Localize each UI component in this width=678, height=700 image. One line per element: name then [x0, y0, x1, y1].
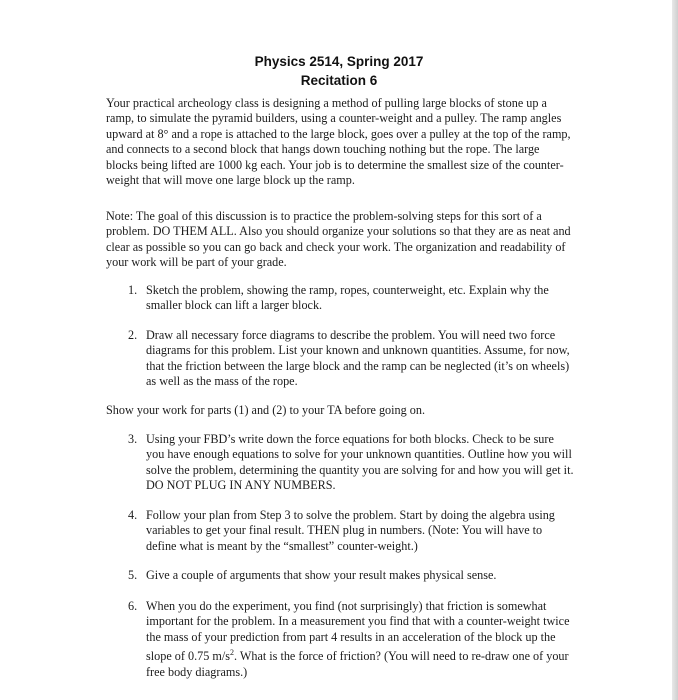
list-item-text: Draw all necessary force diagrams to describe the problem. You will need two force diagrams for this problem. List your known and unknown quantities. Assume, for now, that the friction between the large block and the ramp can be neglected (it’s on wheels) as well as the mass of the rope. — [146, 328, 570, 389]
list-item — [128, 568, 574, 583]
list-item — [128, 432, 574, 494]
page-edge — [672, 0, 678, 700]
intro-paragraph: Your practical archeology class is designing a method of pulling large blocks of stone up a ramp, to simulate the pyramid builders, using a counter-weight and a pulley. The ramp angles upward at 8° and a rope is attached to the large block, goes over a pulley at the top of the ramp, and connects to a second block that hangs down touching nothing but the rope. The large blocks being lifted are 1000 kg each. Your job is to determine the smallest size of the counter-weight that will move one large block up the ramp. — [106, 96, 571, 188]
list-item-text — [146, 599, 574, 680]
list-item — [128, 283, 574, 314]
list-item-number: 5. — [128, 568, 138, 582]
checkpoint-paragraph: Show your work for parts (1) and (2) to your TA before going on. — [106, 403, 425, 417]
text-before-exponent: When you do the experiment, you find (not surprisingly) that friction is somewhat important for the problem. In a measurement you find that with a counter-weight twice the mass of your prediction from part 4 results in an acceleration of the block up the slope of 0.75 m/s — [146, 599, 570, 664]
document-title: Physics 2514, Spring 2017 — [254, 54, 424, 69]
list-item-number: 3. — [128, 432, 138, 446]
list-item-text: Follow your plan from Step 3 to solve the problem. Start by doing the algebra using variables to get your final result. THEN plug in numbers. (Note: You will have to define what is meant by the “smallest” counter-weight.) — [146, 508, 555, 553]
list-item — [128, 328, 574, 390]
text-after-exponent: . What is the force of friction? (You will need to re-draw one of your free body diagrams.) — [146, 649, 569, 679]
list-item-text: Give a couple of arguments that show your result makes physical sense. — [146, 568, 497, 582]
document-subtitle: Recitation 6 — [300, 73, 378, 88]
list-item — [128, 599, 574, 680]
list-item-text: Sketch the problem, showing the ramp, ropes, counterweight, etc. Explain why the smaller block can lift a larger block. — [146, 283, 549, 313]
list-item-number: 6. — [128, 599, 138, 613]
list-item-text: Using your FBD’s write down the force equations for both blocks. Check to be sure you have enough equations to solve for your unknown quantities. Outline how you will solve the problem, determining the quantity you are solving for and how you will get it. DO NOT PLUG IN ANY NUMBERS. — [146, 432, 574, 493]
exponent: 2 — [229, 648, 234, 658]
note-paragraph: Note: The goal of this discussion is to practice the problem-solving steps for this sort of a problem. DO THEM ALL. Also you should organize your solutions so that they are as neat and clear as possible so you can go back and check your work. The organization and readability of your work will be part of your grade. — [106, 209, 571, 270]
list-item-number: 2. — [128, 328, 138, 342]
list-item-number: 1. — [128, 283, 138, 297]
list-item — [128, 508, 574, 554]
list-item-number: 4. — [128, 508, 138, 522]
